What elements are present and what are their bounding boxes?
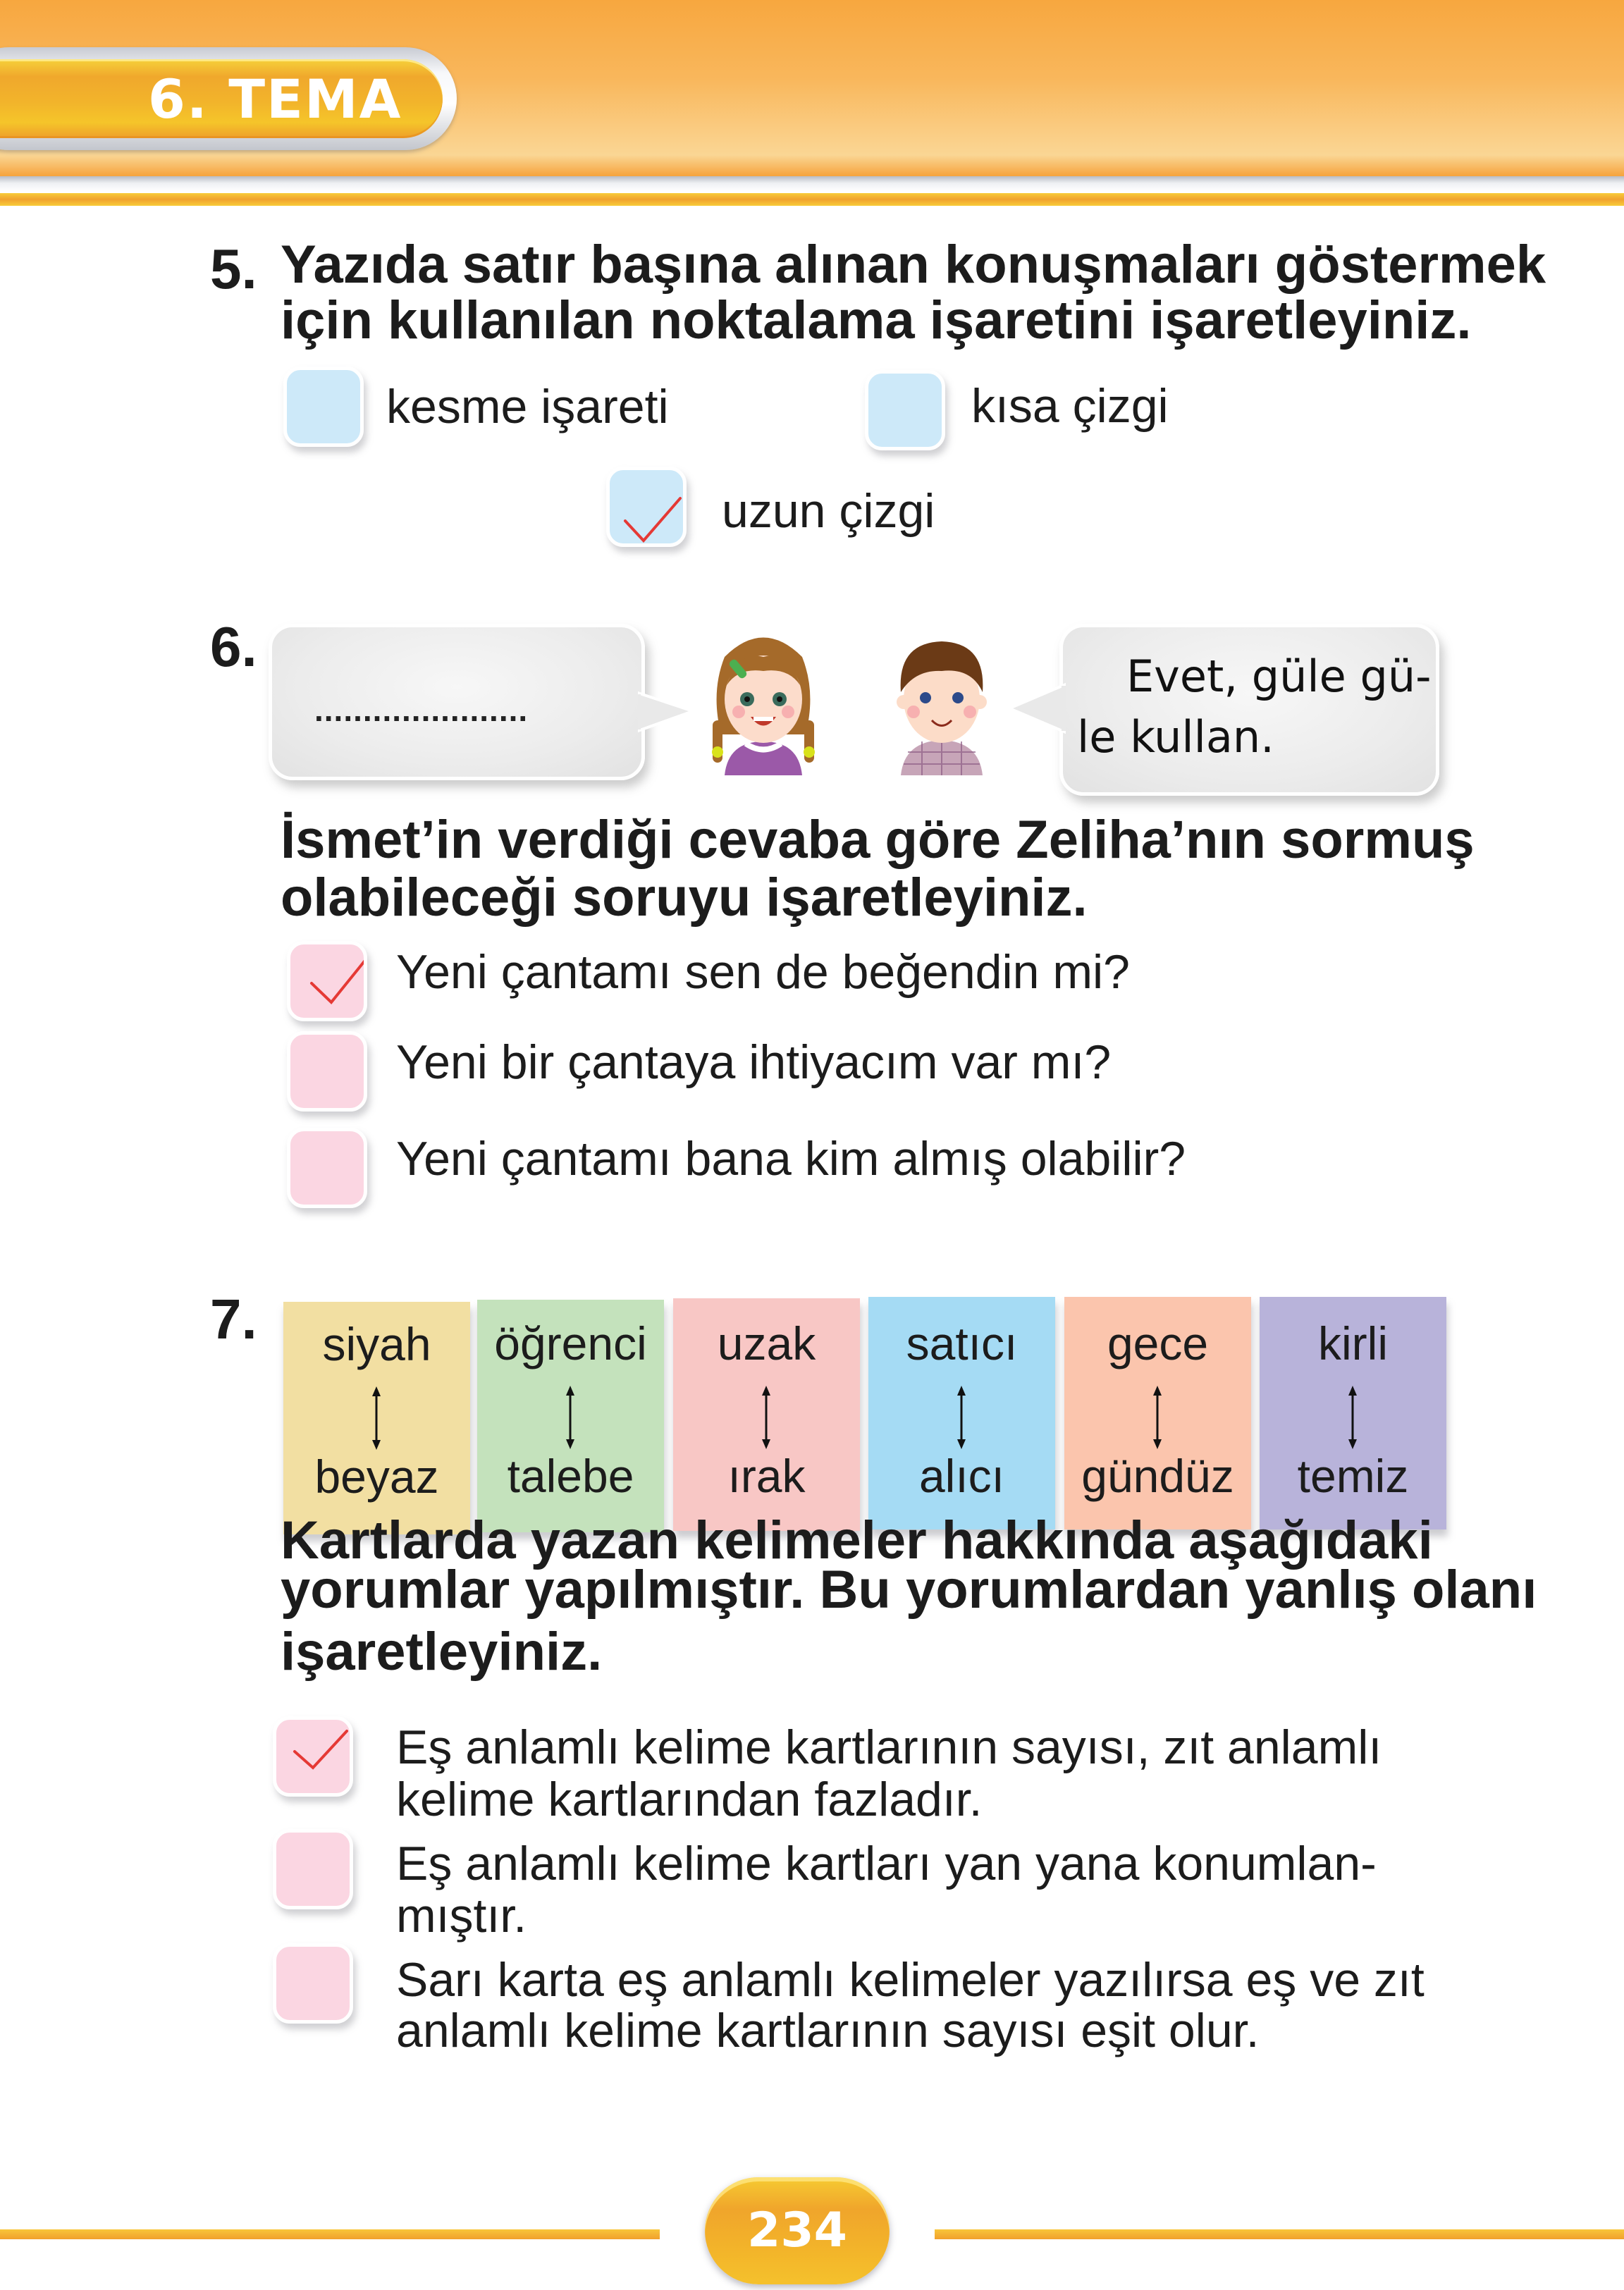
checkbox[interactable]: [273, 1829, 353, 1909]
checkbox[interactable]: [283, 367, 364, 447]
footer-line-right: [935, 2229, 1624, 2239]
card-word-top: kirli: [1318, 1317, 1388, 1369]
checkbox[interactable]: [865, 370, 945, 450]
card-word-top: uzak: [717, 1317, 816, 1369]
card-word-top: satıcı: [906, 1317, 1018, 1369]
option-label-line-2: anlamlı kelime kartlarının sayısı eşit olur.: [396, 2004, 1260, 2057]
question-title-line-2: olabileceği soruyu işaretleyiniz.: [281, 868, 1088, 928]
answer-blank: ......................: [314, 691, 529, 728]
check-mark-icon: [290, 944, 364, 1018]
option-uzun-cizgi[interactable]: [606, 467, 687, 547]
page-number: 234: [747, 2203, 847, 2258]
footer-line-left: [0, 2229, 660, 2239]
option-3[interactable]: [273, 1943, 353, 2024]
girl-avatar-icon: [707, 629, 820, 775]
checkbox-checked[interactable]: [606, 467, 687, 547]
question-title-line-3: işaretleyiniz.: [281, 1622, 603, 1682]
double-arrow-icon: [369, 1386, 383, 1450]
double-arrow-icon: [759, 1386, 773, 1449]
card-word-top: siyah: [322, 1318, 431, 1370]
option-label: kısa çizgi: [971, 379, 1169, 433]
card-word-bottom: temiz: [1297, 1450, 1409, 1502]
question-number: 6.: [210, 615, 257, 678]
theme-label: 6. TEMA: [148, 68, 402, 130]
option-label-line-1: Eş anlamlı kelime kartları yan yana konumlan-: [396, 1837, 1377, 1890]
check-mark-icon: [276, 1720, 350, 1793]
header-stripe: [0, 193, 1624, 206]
option-label: uzun çizgi: [722, 484, 935, 538]
word-card-1: [283, 1302, 470, 1534]
option-label: Yeni çantamı sen de beğendin mi?: [396, 945, 1130, 999]
checkbox[interactable]: [273, 1943, 353, 2024]
checkbox-checked[interactable]: [287, 941, 367, 1021]
option-label: kesme işareti: [386, 380, 669, 433]
word-card-3: [673, 1298, 860, 1531]
card-word-top: gece: [1107, 1317, 1209, 1369]
option-2[interactable]: [287, 1031, 367, 1112]
card-word-top: öğrenci: [494, 1317, 647, 1369]
card-word-bottom: talebe: [507, 1450, 634, 1502]
speech-bubble-tail-left: [638, 687, 694, 737]
word-card-4: [868, 1297, 1055, 1529]
option-1[interactable]: [273, 1716, 353, 1797]
double-arrow-icon: [563, 1386, 577, 1449]
double-arrow-icon: [1150, 1386, 1164, 1449]
card-word-bottom: gündüz: [1081, 1450, 1234, 1502]
double-arrow-icon: [1346, 1386, 1360, 1449]
card-word-bottom: alıcı: [918, 1450, 1005, 1502]
word-card-5: [1064, 1297, 1251, 1529]
option-label-line-2: mıştır.: [396, 1889, 527, 1943]
boy-avatar-icon: [887, 629, 997, 775]
speech-bubble-tail-right: [1008, 680, 1066, 737]
question-number: 5.: [210, 238, 257, 300]
question-title-line-2: için kullanılan noktalama işaretini işaretleyiniz.: [281, 290, 1472, 350]
option-1[interactable]: [287, 941, 367, 1021]
card-word-bottom: ırak: [727, 1450, 806, 1502]
question-title-line-1: Kartlarda yazan kelimeler hakkında aşağıdaki: [281, 1510, 1433, 1570]
double-arrow-icon: [954, 1386, 968, 1449]
header-shadow: [0, 176, 1624, 192]
option-kesme-isareti[interactable]: [283, 367, 364, 447]
option-label-line-1: Sarı karta eş anlamlı kelimeler yazılırsa eş ve zıt: [396, 1953, 1425, 2007]
speech-text-line-1: Evet, güle gü-: [1126, 651, 1432, 702]
checkbox[interactable]: [287, 1031, 367, 1112]
option-label: Yeni çantamı bana kim almış olabilir?: [396, 1132, 1186, 1186]
checkbox[interactable]: [287, 1128, 367, 1208]
checkbox-checked[interactable]: [273, 1716, 353, 1797]
question-title-line-1: İsmet’in verdiği cevaba göre Zeliha’nın sormuş: [281, 810, 1475, 870]
speech-text-line-2: le kullan.: [1077, 711, 1274, 763]
option-kisa-cizgi[interactable]: [865, 370, 945, 450]
option-label-line-1: Eş anlamlı kelime kartlarının sayısı, zıt anlamlı: [396, 1720, 1382, 1774]
option-label: Yeni bir çantaya ihtiyacım var mı?: [396, 1035, 1112, 1089]
question-title-line-2: yorumlar yapılmıştır. Bu yorumlardan yanlış olanı: [281, 1560, 1537, 1620]
option-2[interactable]: [273, 1829, 353, 1909]
check-mark-icon: [610, 470, 683, 543]
option-3[interactable]: [287, 1128, 367, 1208]
question-number: 7.: [210, 1288, 257, 1350]
question-title-line-1: Yazıda satır başına alınan konuşmaları göstermek: [281, 235, 1546, 295]
option-label-line-2: kelime kartlarından fazladır.: [396, 1773, 983, 1826]
word-card-6: [1260, 1297, 1446, 1529]
card-word-bottom: beyaz: [314, 1451, 439, 1503]
word-card-2: [477, 1300, 664, 1532]
